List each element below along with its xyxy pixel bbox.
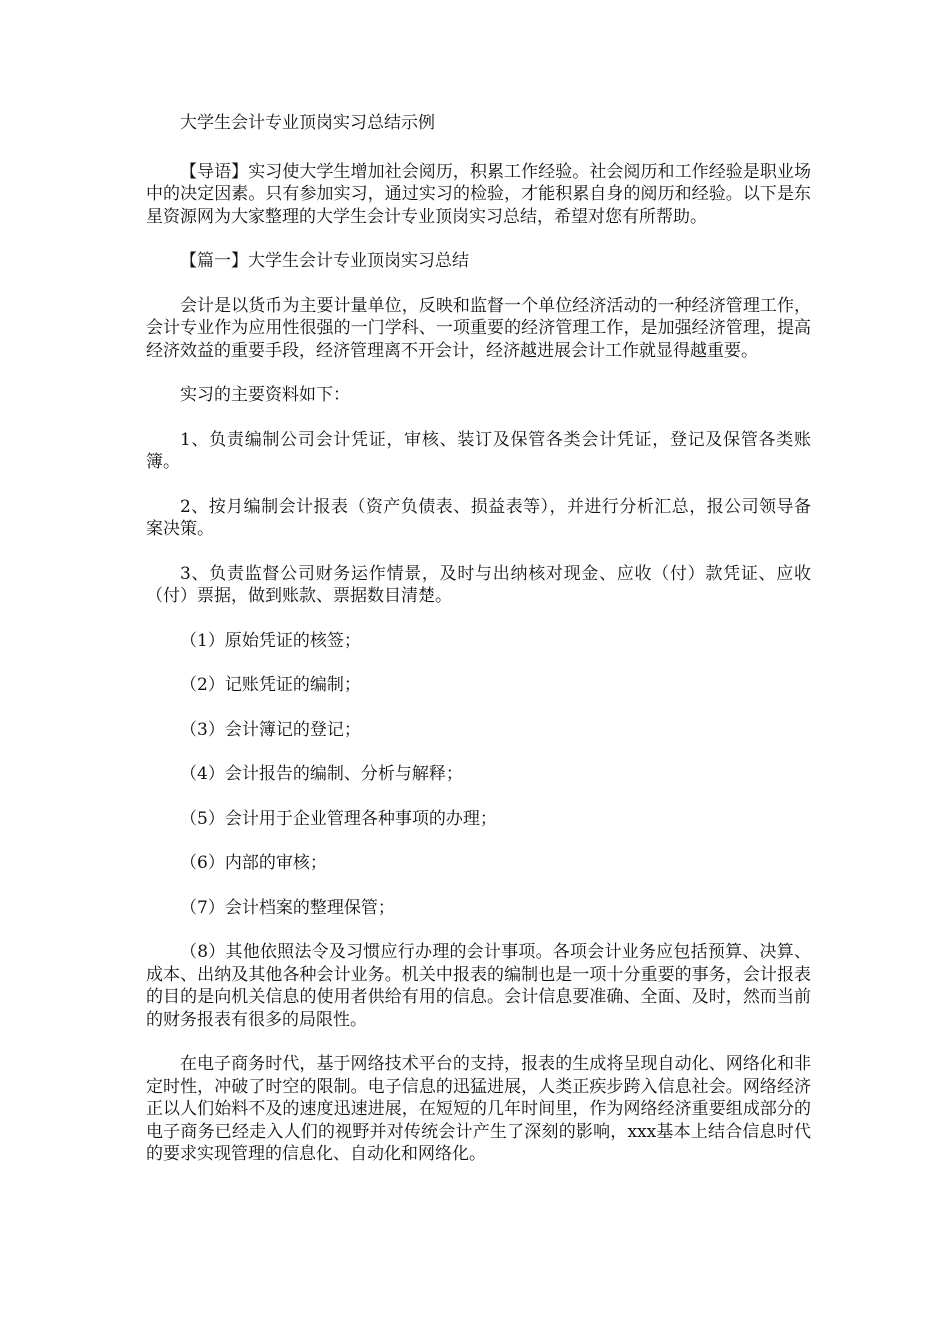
sub-list-item: （6）内部的审核； — [180, 853, 327, 873]
sub-list-item: （5）会计用于企业管理各种事项的办理； — [180, 808, 497, 829]
sub-list-item: （8）其他依照法令及习惯应行办理的会计事项。各项会计业务应包括预算、决算、成本、出纳及其他各种会计业务。机关中报表的编制也是一项十分重要的事务，会计报表的目的是向机关信息的使用者供给有用的信息。会计信息要准确、全面、及时，然而当前的财务报表有很多的局限性。 — [146, 942, 811, 1030]
body-paragraph: 实习的主要资料如下： — [180, 385, 350, 405]
list-item: 1、负责编制公司会计凭证，审核、装订及保管各类会计凭证，登记及保管各类账簿。 — [146, 429, 811, 472]
list-item: 2、按月编制会计报表（资产负债表、损益表等），并进行分析汇总，报公司领导备案决策。 — [146, 496, 811, 539]
list-item: 3、负责监督公司财务运作情景，及时与出纳核对现金、应收（付）款凭证、应收（付）票据，做到账款、票据数目清楚。 — [146, 563, 811, 606]
sub-list-item: （2）记账凭证的编制； — [180, 675, 361, 695]
section-heading: 【篇一】大学生会计专业顶岗实习总结 — [180, 251, 469, 271]
sub-list-item: （1）原始凭证的核签； — [180, 630, 361, 651]
body-paragraph: 在电子商务时代，基于网络技术平台的支持，报表的生成将呈现自动化、网络化和非定时性，冲破了时空的限制。电子信息的迅猛进展，人类正疾步跨入信息社会。网络经济正以人们始料不及的速度迅速进展，在短短的几年时间里，作为网络经济重要组成部分的电子商务已经走入人们的视野并对传统会计产生了深刻的影响，xxx基本上结合信息时代的要求实现管理的信息化、自动化和网络化。 — [146, 1054, 811, 1164]
sub-list-item: （4）会计报告的编制、分析与解释； — [180, 764, 463, 784]
sub-list-item: （7）会计档案的整理保管； — [180, 897, 395, 918]
body-paragraph: 会计是以货币为主要计量单位，反映和监督一个单位经济活动的一种经济管理工作，会计专业作为应用性很强的一门学科、一项重要的经济管理工作，是加强经济管理，提高经济效益的重要手段，经济管理离不开会计，经济越进展会计工作就显得越重要。 — [146, 295, 811, 361]
document-body — [146, 112, 811, 1188]
sub-list-item: （3）会计簿记的登记； — [180, 719, 361, 740]
document-title: 大学生会计专业顶岗实习总结示例 — [180, 113, 435, 133]
intro-paragraph: 【导语】实习使大学生增加社会阅历，积累工作经验。社会阅历和工作经验是职业场中的决定因素。只有参加实习，通过实习的检验，才能积累自身的阅历和经验。以下是东星资源网为大家整理的大学生会计专业顶岗实习总结，希望对您有所帮助。 — [146, 161, 811, 227]
